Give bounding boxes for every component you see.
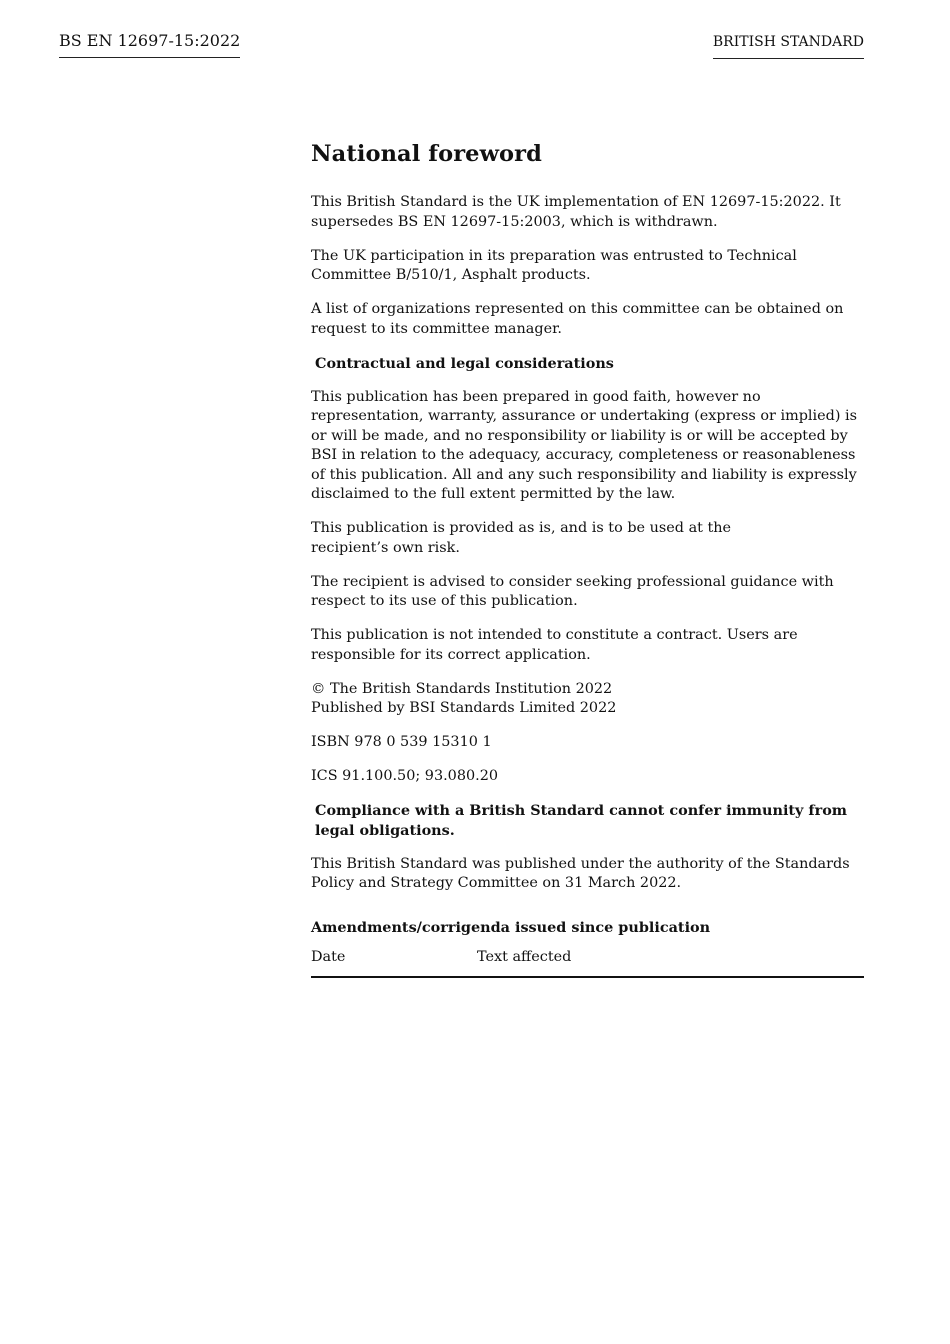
amendments-table: [311, 947, 864, 978]
guidance-paragraph: The recipient is advised to consider seeking professional guidance with respect to its use of this publication.: [311, 573, 834, 609]
copyright-line: © The British Standards Institution 2022: [311, 680, 613, 697]
risk-line-2: recipient’s own risk.: [311, 539, 460, 556]
authority-paragraph: This British Standard was published under the authority of the Standards Policy and Strategy Committee on 31 March 2022.: [311, 855, 850, 891]
isbn-line: ISBN 978 0 539 15310 1: [311, 734, 492, 750]
implementation-paragraph: This British Standard is the UK implementation of EN 12697-15:2022. It supersedes BS EN 12697-15:2003, which is withdrawn.: [311, 194, 841, 230]
contractual-heading: Contractual and legal considerations: [315, 354, 614, 372]
risk-paragraph: [311, 519, 864, 558]
copyright-paragraph: [311, 680, 864, 719]
ics-line: ICS 91.100.50; 93.080.20: [311, 768, 499, 784]
contract-paragraph: This publication is not intended to constitute a contract. Users are responsible for its correct application.: [311, 627, 798, 663]
disclaimer-paragraph: This publication has been prepared in good faith, however no representation, warranty, assurance or undertaking (express or implied) is or will be made, and no responsibility or liability is or will be accepted by BSI in relation to the adequacy, accuracy, completeness or reasonableness of this publication. All and any such responsibility and liability is expressly disclaimed to the full extent permitted by the law.: [311, 388, 858, 502]
publisher-line: Published by BSI Standards Limited 2022: [311, 700, 617, 716]
committee-paragraph: The UK participation in its preparation was entrusted to Technical Committee B/510/1, Asphalt products.: [311, 247, 797, 283]
column-header-text-affected: Text affected: [477, 947, 864, 977]
amendments-header-row: [311, 947, 864, 977]
column-header-date: Date: [311, 947, 477, 977]
document-type-label: BRITISH STANDARD: [713, 31, 864, 59]
amendments-heading: Amendments/corrigenda issued since publication: [311, 918, 711, 936]
national-foreword-section: [311, 138, 864, 978]
page-title: National foreword: [311, 141, 542, 167]
organizations-paragraph: A list of organizations represented on this committee can be obtained on request to its committee manager.: [311, 301, 844, 337]
compliance-statement: Compliance with a British Standard cannot confer immunity from legal obligations.: [315, 802, 848, 839]
document-number: BS EN 12697-15:2022: [59, 30, 240, 58]
risk-line-1: This publication is provided as is, and is to be used at the: [311, 520, 732, 536]
